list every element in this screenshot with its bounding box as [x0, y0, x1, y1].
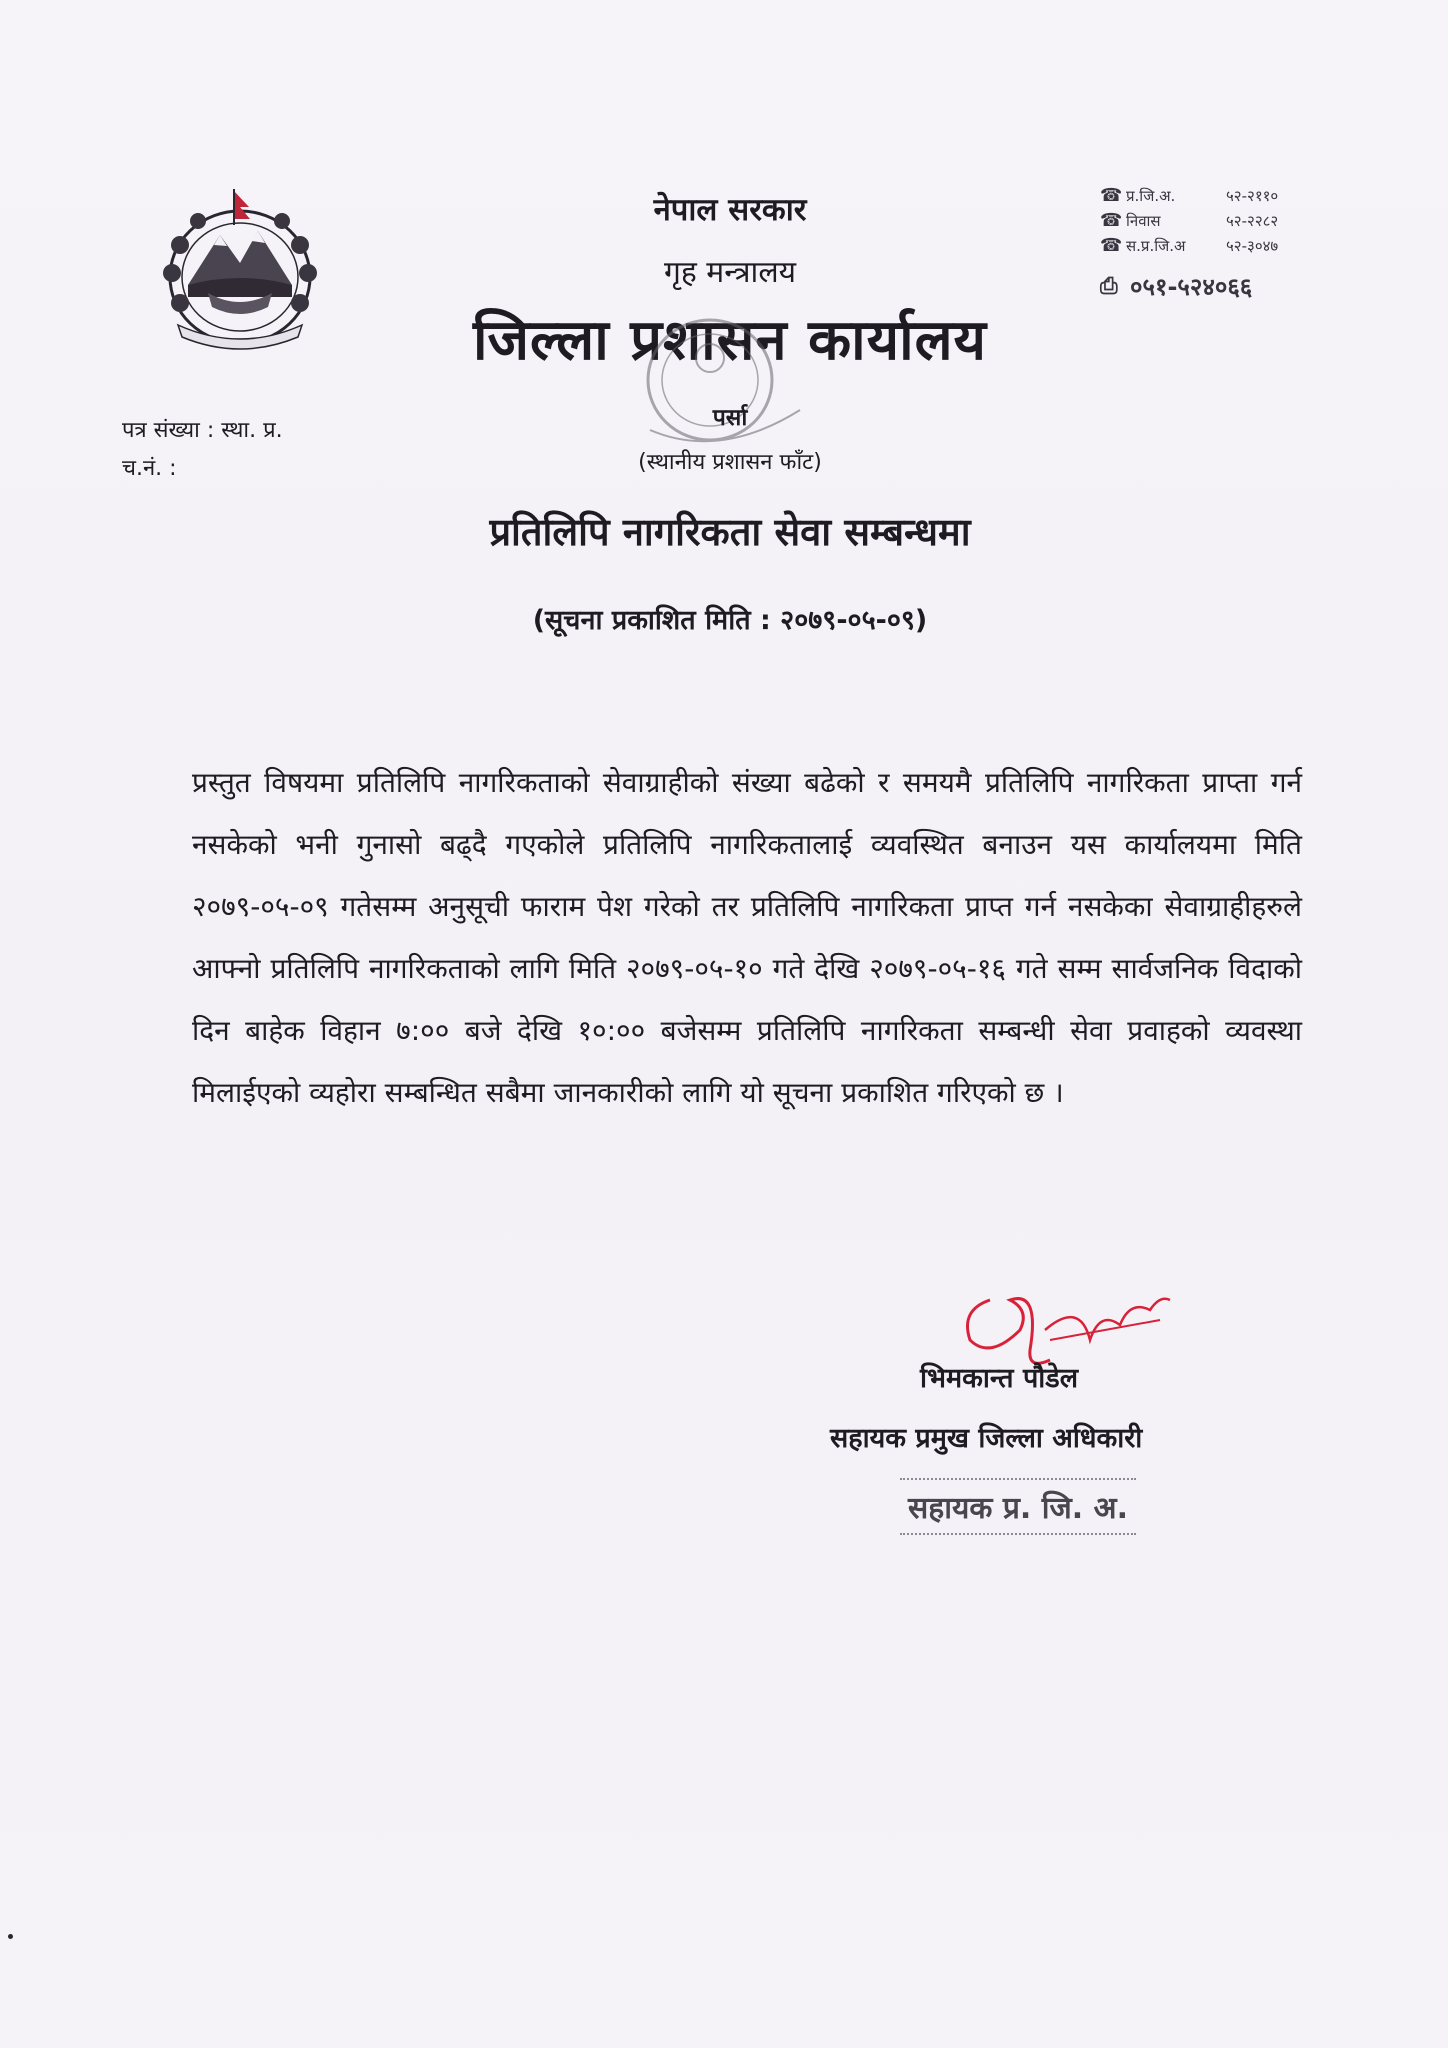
letter-reference [122, 412, 283, 488]
scan-speck [8, 1934, 13, 1939]
rank-stamp: सहायक प्र. जि. अ. [900, 1478, 1136, 1535]
fax-number: ०५१-५२४०६६ [1130, 273, 1253, 301]
signatory-name: भिमकान्त पौडेल [920, 1363, 1079, 1394]
contact-label: निवास [1126, 211, 1161, 230]
nepal-emblem-icon [150, 185, 330, 355]
contact-number: ५२-२२८२ [1226, 211, 1279, 230]
telephone-icon: ☎ [1100, 185, 1123, 206]
dispatch-number: च.नं. : [122, 456, 177, 481]
fax-row [1100, 270, 1330, 303]
contact-label: स.प्र.जि.अ [1126, 236, 1186, 255]
signatory-title: सहायक प्रमुख जिल्ला अधिकारी [830, 1423, 1143, 1454]
fax-icon: ⎙ [1100, 274, 1118, 299]
district-name: पर्सा [712, 405, 748, 431]
contact-block [1100, 183, 1330, 303]
svg-text:···········: ··········· [227, 335, 253, 343]
section-name: (स्थानीय प्रशासन फाँट) [638, 450, 822, 475]
office-seal-stamp [610, 300, 820, 470]
contact-row [1100, 233, 1330, 258]
contact-label: प्र.जि.अ. [1126, 186, 1176, 205]
contact-number: ५२-२११० [1226, 186, 1279, 205]
letter-number: पत्र संख्या : स्था. प्र. [122, 418, 283, 443]
notice-subject: प्रतिलिपि नागरिकता सेवा सम्बन्धमा [489, 510, 971, 554]
notice-body: प्रस्तुत विषयमा प्रतिलिपि नागरिकताको सेवाग्राहीको संख्या बढेको र समयमै प्रतिलिपि नागरिकता प्राप्ता गर्न नसकेको भनी गुनासो बढ्दै गएकोले प्रतिलिपि नागरिकतालाई व्यवस्थित बनाउन यस कार्यालयमा मिति २०७९-०५-०९ गतेसम्म अनुसूची फाराम पेश गरेको तर प्रतिलिपि नागरिकता प्राप्त गर्न नसकेका सेवाग्राहीहरुले आफ्नो प्रतिलिपि नागरिकताको लागि मिति २०७९-०५-१० गते देखि २०७९-०५-१६ गते सम्म सार्वजनिक विदाको दिन बाहेक विहान ७:०० बजे देखि १०:०० बजेसम्म प्रतिलिपि नागरिकता सम्बन्धी सेवा प्रवाहको व्यवस्था मिलाईएको व्यहोरा सम्बन्धित सबैमा जानकारीको लागि यो सूचना प्रकाशित गरिएको छ । [192, 766, 1302, 1109]
telephone-icon: ☎ [1100, 210, 1123, 231]
contact-row [1100, 208, 1330, 233]
contact-number: ५२-३०४७ [1226, 236, 1279, 255]
publish-date: (सूचना प्रकाशित मिति : २०७९-०५-०९) [532, 605, 928, 636]
office-name: जिल्ला प्रशासन कार्यालय [472, 308, 988, 373]
telephone-icon: ☎ [1100, 235, 1123, 256]
contact-row [1100, 183, 1330, 208]
government-name: नेपाल सरकार [653, 192, 807, 228]
ministry-name: गृह मन्त्रालय [663, 255, 797, 290]
